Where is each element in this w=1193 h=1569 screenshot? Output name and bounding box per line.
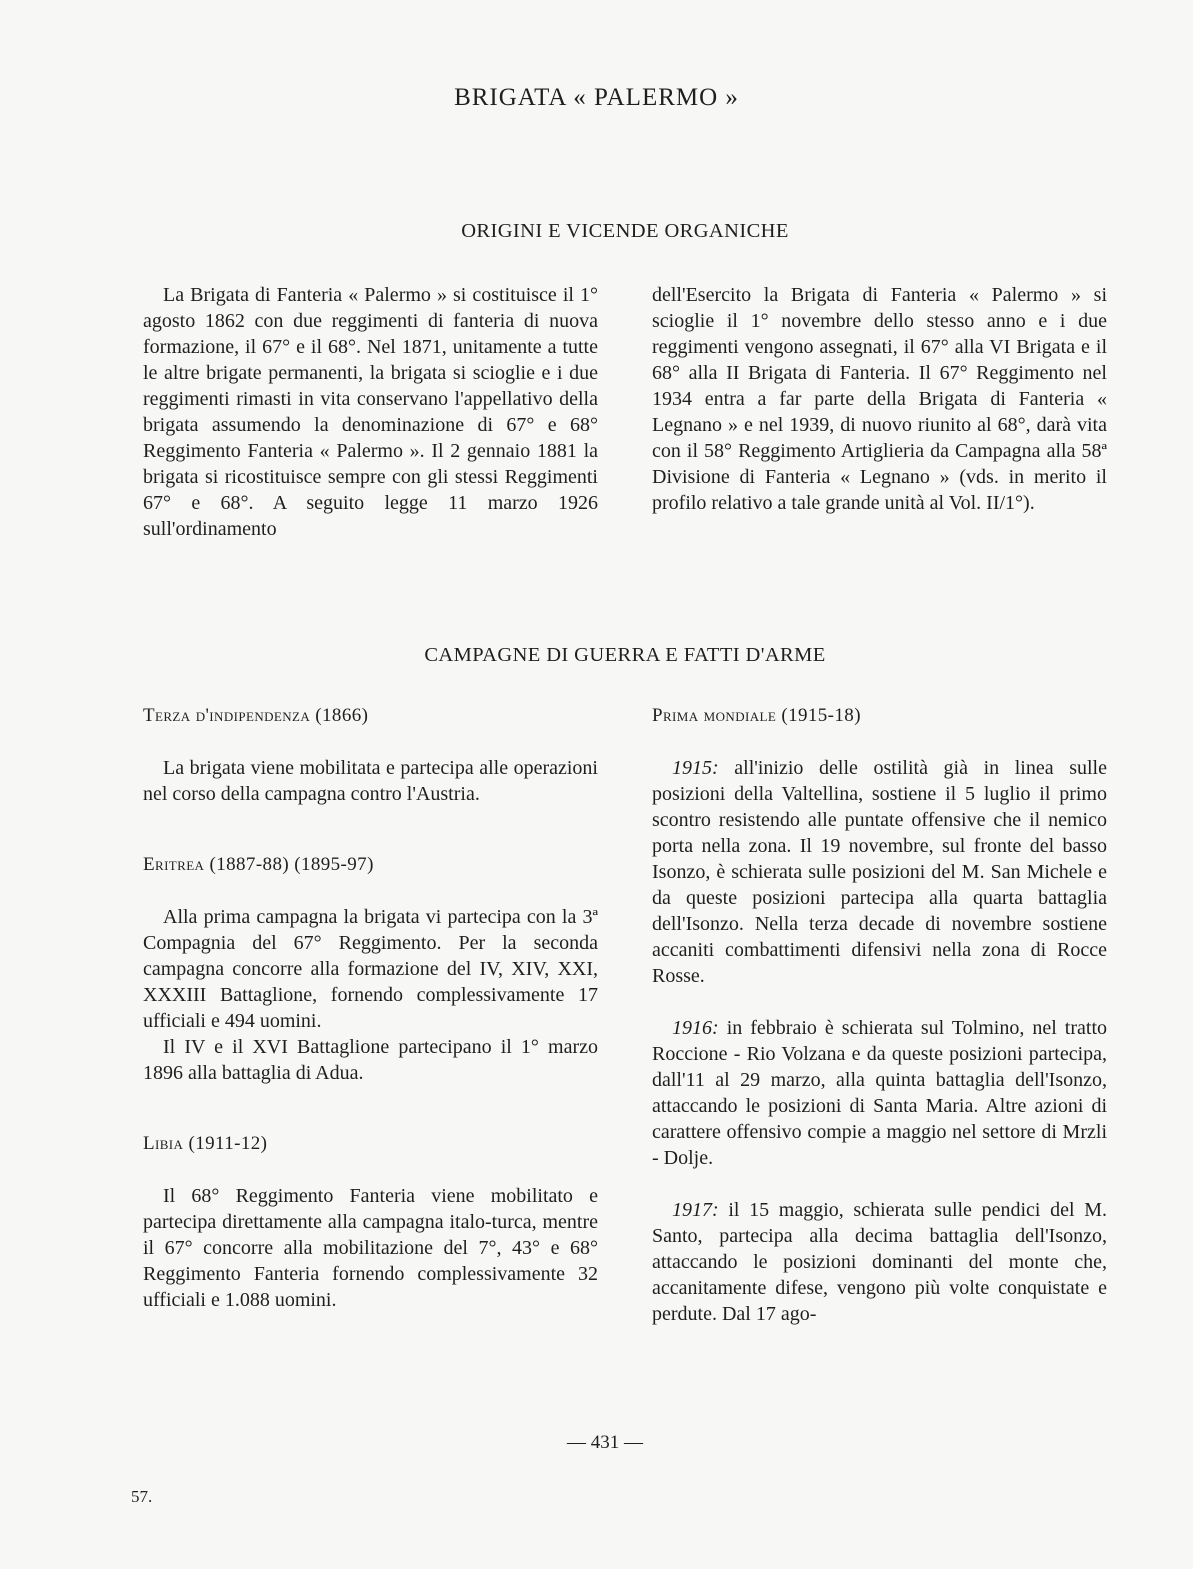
text-1915: all'inizio delle ostilità già in linea sulle posizioni della Valtellina, sostiene il 5 luglio il primo scontro resistendo alle puntate offensive che il nemico porta nella zona. Il 19 novembre, sul fronte del basso Isonzo, è schierata sulle posizioni del M. San Michele e da queste posizioni partecipa alla quarta battaglia dell'Isonzo. Nella terza decade di novembre sostiene accaniti combattimenti difensivi nella zona di Rocce Rosse. — [652, 757, 1107, 987]
terza-paragraph: La brigata viene mobilitata e partecipa alle operazioni nel corso della campagna contro l'Austria. — [143, 757, 598, 805]
campaigns-heading: CAMPAGNE DI GUERRA E FATTI D'ARME — [424, 644, 826, 666]
text-1917: il 15 maggio, schierata sulle pendici del M. Santo, partecipa alla decima battaglia dell'Isonzo, attaccando le posizioni dominanti del monte che, accanitamente difese, vengono più volte conquistate e perdute. Dal 17 ago- — [652, 1199, 1108, 1325]
signature-mark: 57. — [131, 1487, 153, 1506]
year-1915: 1915: — [672, 757, 719, 779]
eritrea-heading: Eritrea (1887-88) (1895-97) — [143, 854, 374, 875]
prima-heading: Prima mondiale (1915-18) — [652, 705, 861, 726]
text-1916: in febbraio è schierata sul Tolmino, nel tratto Roccione - Rio Volzana e da queste posizioni partecipa, dall'11 al 29 marzo, alla quinta battaglia dell'Isonzo, attaccando le posizioni di Santa Maria. Altre azioni di carattere offensivo compie a maggio nel settore di Mrzli - Dolje. — [652, 1017, 1107, 1169]
terza-heading: Terza d'indipendenza (1866) — [143, 705, 369, 726]
campaigns-right-column — [652, 703, 1107, 1327]
page-title: BRIGATA « PALERMO » — [454, 84, 739, 111]
origins-heading: ORIGINI E VICENDE ORGANICHE — [461, 220, 789, 242]
eritrea-paragraph-2: Il IV e il XVI Battaglione partecipano il 1° marzo 1896 alla battaglia di Adua. — [143, 1036, 598, 1084]
origins-left-paragraph: La Brigata di Fanteria « Palermo » si costituisce il 1° agosto 1862 con due reggimenti di fanteria di nuova formazione, il 67° e il 68°. Nel 1871, unitamente a tutte le altre brigate permanenti, la brigata si scioglie e i due reggimenti rimasti in vita conservano l'appellativo della brigata assumendo la denominazione di 67° e 68° Reggimento Fanteria « Palermo ». Il 2 gennaio 1881 la brigata si ricostituisce sempre con gli stessi Reggimenti 67° e 68°. A seguito legge 11 marzo 1926 sull'ordinamento — [143, 284, 598, 540]
eritrea-paragraph-1: Alla prima campagna la brigata vi partecipa con la 3ª Compagnia del 67° Reggimento. Per la seconda campagna concorre alla formazione del IV, XIV, XXI, XXXIII Battaglione, fornendo complessivamente 17 ufficiali e 494 uomini. — [143, 906, 598, 1032]
paragraph-1916 — [652, 1015, 1107, 1171]
year-1917: 1917: — [672, 1199, 719, 1221]
libia-paragraph: Il 68° Reggimento Fanteria viene mobilitato e partecipa direttamente alla campagna italo-turca, mentre il 67° concorre alla mobilitazione del 7°, 43° e 68° Reggimento Fanteria fornendo complessivamente 32 ufficiali e 1.088 uomini. — [143, 1185, 598, 1311]
origins-left-column — [143, 282, 598, 542]
year-1916: 1916: — [672, 1017, 719, 1039]
paragraph-1917 — [652, 1197, 1107, 1327]
page-number: — 431 — — [567, 1432, 643, 1453]
libia-heading: Libia (1911-12) — [143, 1133, 268, 1154]
campaigns-left-column — [143, 703, 598, 1313]
origins-right-paragraph: dell'Esercito la Brigata di Fanteria « Palermo » si scioglie il 1° novembre dello stesso anno e i due reggimenti vengono assegnati, il 67° alla VI Brigata e il 68° alla II Brigata di Fanteria. Il 67° Reggimento nel 1934 entra a far parte della Brigata di Fanteria « Legnano » e nel 1939, di nuovo riunito al 68°, darà vita con il 58° Reggimento Artiglieria da Campagna alla 58ª Divisione di Fanteria « Legnano » (vds. in merito il profilo relativo a tale grande unità al Vol. II/1°). — [652, 284, 1107, 514]
origins-right-column — [652, 282, 1107, 516]
paragraph-1915 — [652, 755, 1107, 989]
